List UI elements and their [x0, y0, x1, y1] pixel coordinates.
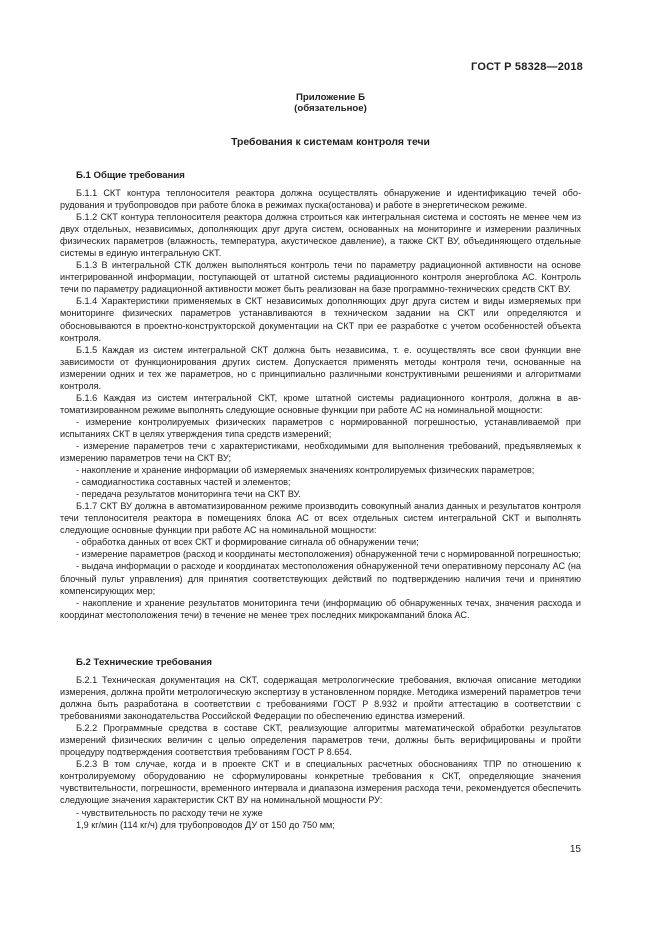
- paragraph-b2-1: Б.2.1 Техническая документация на СКТ, содержащая метрологические требования, включая описание методики измерения, должна пройти метрологическую экспертизу в установленном порядке. Методика измерений параметров течи должна быть разработана в соответствии с требованиями ГОСТ Р 8.932 и пройти аттестацию в соответствии с требованиями законодательства Российской Федерации по обеспечению единства измерений.: [60, 675, 581, 722]
- page-number: 15: [569, 844, 581, 855]
- list-item: - измерение контролируемых физических параметров с нормированной погрешностью, устанавливаемой при испытаниях СКТ в целях утверждения типа средств измерений;: [60, 416, 581, 439]
- list-item: - передача результатов мониторинга течи на СКТ ВУ.: [76, 489, 301, 500]
- list-item: - обработка данных от всех СКТ и формирование сигнала об обнаружении течи;: [76, 537, 419, 548]
- annex-title: Приложение Б: [296, 92, 365, 103]
- paragraph-b1-7: Б.1.7 СКТ ВУ должна в автоматизированном режиме производить совокупный анализ данных и результатов контроля течи теплоносителя реактора в помещениях блока АС от всех отдельных систем интегральной СКТ и выполнять следующие основные функции при работе АС на номинальной мощности:: [60, 501, 581, 536]
- paragraph-b1-4: Б.1.4 Характеристики применяемых в СКТ независимых дополняющих друг друга систем и виды измеряемых при мониторинге физических параметров устанавливаются в техническом задании на СКТ или определяются и обосновываются в проектно-конструкторской документации на СКТ при ее разработке с учетом особенностей объекта контроля.: [60, 296, 581, 343]
- section-b1-body: [60, 187, 581, 621]
- section-heading-b2: Б.2 Технические требования: [76, 657, 212, 668]
- paragraph-b1-2: Б.1.2 СКТ контура теплоносителя реактора должна строиться как интегральная система и состоять не менее чем из двух отдельных, независимых, дополняющих друг друга систем, основанных на мониторинге и измерении различных физических параметров (влажность, температура, акустическое давление), а также СКТ ВУ, объединяющего отдельные системы в единую интегральную СКТ.: [60, 212, 581, 259]
- paragraph-b1-6: Б.1.6 Каждая из систем интегральной СКТ, кроме штатной системы радиационного контроля, должна в автоматизированном режиме выполнять следующие основные функции при работе АС на номинальной мощности:: [60, 392, 581, 415]
- list-item: - самодиагностика составных частей и элементов;: [76, 477, 291, 488]
- list-item: - измерение параметров течи с характеристиками, необходимыми для выполнения требований, предъявляемых к измерению параметров течи на СКТ ВУ;: [60, 440, 581, 464]
- paragraph-b2-3: Б.2.3 В том случае, когда и в проекте СКТ и в специальных расчетных обоснованиях ТПР по отношению к контролируемому оборудованию не сформулированы конкретные требования к СКТ, определяющие значения чувствительности, погрешности, временного интервала и диапазона измерения расхода течи, рекомендуется обеспечить следующие значения характеристик СКТ ВУ на номинальной мощности РУ:: [60, 759, 581, 806]
- paragraph-b1-3: Б.1.3 В интегральной СТК должен выполняться контроль течи по параметру радиационной активности на основе интегрированной информации, поступающей от штатной системы радиационного контроля энергоблока АС. Контроль течи по параметру радиационной активности может быть реализован на базе программно-технических средств СКТ ВУ.: [60, 260, 581, 295]
- list-item: - измерение параметров (расход и координаты местоположения) обнаруженной течи с нормированной погрешностью;: [76, 549, 581, 560]
- paragraph-b2-2: Б.2.2 Программные средства в составе СКТ, реализующие алгоритмы математической обработки результатов измерений физических величин с целью определения параметров течи, должны быть верифицированы и пройти процедуру подтверждения соответствия требованиям ГОСТ Р 8.654.: [60, 723, 581, 758]
- section-heading-b1: Б.1 Общие требования: [76, 170, 185, 181]
- standard-designation: ГОСТ Р 58328—2018: [471, 61, 583, 73]
- annex-heading: Требования к системам контроля течи: [231, 137, 430, 148]
- section-b2-body: [60, 674, 581, 831]
- paragraph-b1-1: Б.1.1 СКТ контура теплоносителя реактора должна осуществлять обнаружение и идентификацию течей оборудования и трубопроводов при работе блока в режимах пуска(останова) и работе в энергетическом режиме.: [60, 188, 581, 211]
- annex-status: (обязательное): [294, 103, 367, 114]
- list-item: - чувствительность по расходу течи не хуже: [76, 807, 263, 818]
- list-item: 1,9 кг/мин (114 кг/ч) для трубопроводов ДУ от 150 до 750 мм;: [76, 819, 335, 830]
- list-item: - накопление и хранение информации об измеряемых значениях контролируемых физических параметров;: [76, 465, 535, 476]
- list-item: - накопление и хранение результатов мониторинга течи (информацию об обнаруженных течах, значения расхода и координат местоположения течи) в течение не менее трех последних микрокампаний блока АС.: [60, 597, 581, 620]
- list-item: - выдача информации о расходе и координатах местоположения обнаруженной течи оперативному персоналу АС (на блочный пульт управления) для принятия соответствующих действий по подтверждению наличия течи и принятию компенсирующих мер;: [60, 561, 581, 596]
- paragraph-b1-5: Б.1.5 Каждая из систем интегральной СКТ должна быть независима, т. е. осуществлять все свои функции вне зависимости от функционирования других систем. Допускается применять методы контроля течи, основанные на измерении одних и тех же параметров, но с принципиально различными конструктивными решениями и алгоритмами контроля.: [60, 344, 581, 391]
